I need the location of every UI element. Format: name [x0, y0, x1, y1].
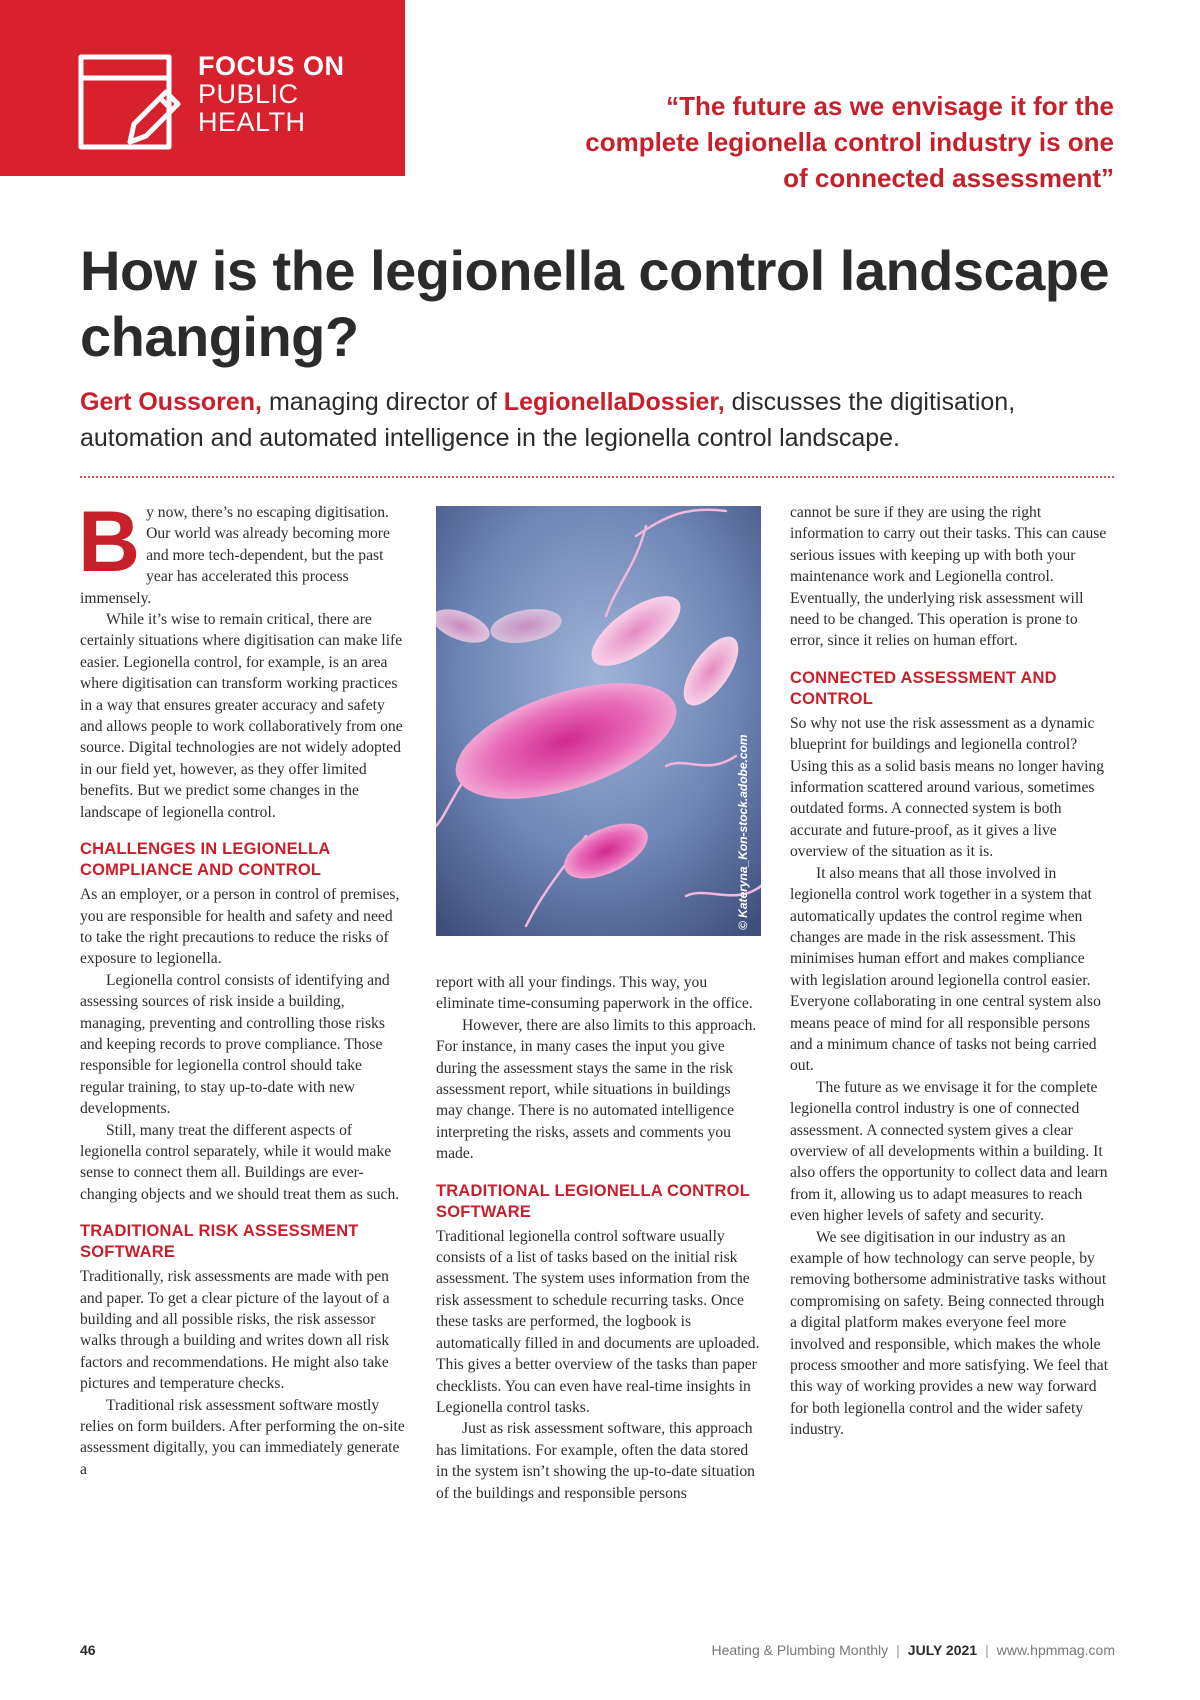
publication-name: Heating & Plumbing Monthly [711, 1642, 889, 1658]
paragraph: While it’s wise to remain critical, there are certainly situations where digitisation can make life easier. Legionella control, for example, is an area where digitisation can transform working practices in a way that ensures greater accuracy and safety and allows people to work collaboratively from one source. Digital technologies are not widely adopted in our field yet, however, as they offer limited benefits. But we predict some changes in the landscape of legionella control. [80, 611, 403, 821]
section-label [198, 52, 405, 136]
section-line2: PUBLIC HEALTH [198, 79, 306, 137]
subheading: TRADITIONAL LEGIONELLA CONTROL SOFTWARE [436, 1181, 750, 1221]
page-title: How is the legionella control landscape changing? [80, 239, 1110, 368]
page-number: 46 [80, 1642, 96, 1658]
article-column-3 [790, 502, 1115, 1441]
author-role: managing director of [262, 388, 504, 416]
paragraph: Legionella control consists of identifying and assessing sources of risk inside a building, managing, preventing and controlling those risks and keeping records to prove compliance. Those responsible for legionella control should take regular training, to stay up-to-date with new developments. [80, 971, 390, 1118]
company-name: LegionellaDossier, [503, 388, 725, 416]
subheading: TRADITIONAL RISK ASSESSMENT SOFTWARE [80, 1222, 359, 1262]
paragraph: As an employer, or a person in control of premises, you are responsible for health and safety and need to take the right precautions to reduce the risks of exposure to legionella. [80, 886, 400, 968]
photo-credit: © Kateryna_Kon-stock.adobe.com [736, 734, 750, 930]
footer-info [712, 1642, 1116, 1658]
section-banner [0, 0, 405, 176]
author-name: Gert Oussoren, [80, 388, 262, 416]
separator: | [985, 1642, 989, 1658]
paragraph: However, there are also limits to this approach. For instance, in many cases the input you give during the assessment stays the same in the risk assessment report, while situations in buildings may change. There is no automated intelligence interpreting the risks, assets and comments you made. [436, 1016, 757, 1163]
paragraph: Traditionally, risk assessments are made with pen and paper. To get a clear picture of the layout of a building and all possible risks, the risk assessor walks through a building and writes down all risk factors and recommendations. He might also take pictures and temperature checks. [80, 1268, 390, 1393]
paragraph: We see digitisation in our industry as an example of how technology can serve people, by removing bothersome administrative tasks without compromising on safety. Being connected through a digital platform makes everyone feel more involved and responsible, which makes the whole process smoother and more satisfying. We feel that this way of working provides a new way forward for both legionella control and the wider safety industry. [790, 1228, 1109, 1439]
website-url: www.hpmmag.com [996, 1642, 1115, 1658]
paragraph: Traditional risk assessment software mostly relies on form builders. After performing the on-site assessment digitally, you can immediately generate a [80, 1396, 405, 1478]
bacteria-image [436, 506, 761, 936]
paragraph: Traditional legionella control software usually consists of a list of tasks based on the initial risk assessment. The system uses information from the risk assessment to schedule recurring tasks. Once these tasks are performed, the logbook is automatically filled in and documents are uploaded. This gives a better overview of the tasks than paper checklists. You can even have real-time insights in Legionella control tasks. [436, 1227, 760, 1416]
paragraph: By now, there’s no escaping digitisation. Our world was already becoming more and more tech-dependent, but the past year has accelerated this process immensely. [78, 494, 390, 607]
paragraph: Still, many treat the different aspects of legionella control separately, while it would make sense to connect them all. Buildings are ever-changing objects and we should treat them as such. [80, 1121, 400, 1203]
separator: | [896, 1642, 900, 1658]
article-column-1 [78, 494, 405, 1480]
paragraph: report with all your findings. This way, you eliminate time-consuming paperwork in the office. [436, 974, 753, 1013]
section-line1: FOCUS ON [198, 51, 345, 81]
paragraph: cannot be sure if they are using the right information to carry out their tasks. This can cause serious issues with keeping up with both your maintenance work and Legionella control. Eventually, the underlying risk assessment will need to be changed. This operation is prone to error, since it relies on human effort. [790, 504, 1107, 650]
paragraph: Just as risk assessment software, this approach has limitations. For example, often the data stored in the system isn’t showing the up-to-date situation of the buildings and responsible persons [436, 1420, 755, 1502]
article-column-2 [436, 972, 761, 1504]
standfirst [80, 384, 1120, 456]
subheading: CONNECTED ASSESSMENT AND CONTROL [790, 668, 1057, 708]
divider [80, 476, 1115, 478]
standfirst-rest: discusses the digitisation, automation and automated intelligence in the legionella control landscape. [80, 388, 1016, 452]
paragraph: So why not use the risk assessment as a dynamic blueprint for buildings and legionella control? Using this as a solid basis means no longer having information scattered around various, sometimes outdated forms. A connected system is both accurate and future-proof, as it gives a live overview of the situation as it is. [790, 714, 1105, 861]
paragraph: The future as we envisage it for the complete legionella control industry is one of connected assessment. A connected system gives a clear overview of all developments within a building. It also offers the opportunity to collect data and learn from it, allowing us to adapt measures to reach even higher levels of safety and security. [790, 1078, 1108, 1225]
subheading: CHALLENGES IN LEGIONELLA COMPLIANCE AND CONTROL [80, 840, 330, 880]
drop-cap: B [78, 494, 141, 590]
notepad-pencil-icon [78, 54, 182, 154]
issue-date: JULY 2021 [907, 1642, 978, 1658]
paragraph: It also means that all those involved in legionella control work together in a system that automatically updates the control regime when changes are made in the risk assessment. This minimises human effort and makes compliance with legislation around legionella control easier. Everyone collaborating in one central system also means peace of mind for all responsible persons and a minimum chance of tasks not being carried out. [790, 864, 1101, 1075]
pull-quote: “The future as we envisage it for the complete legionella control industry is one of connected assessment” [585, 91, 1114, 193]
